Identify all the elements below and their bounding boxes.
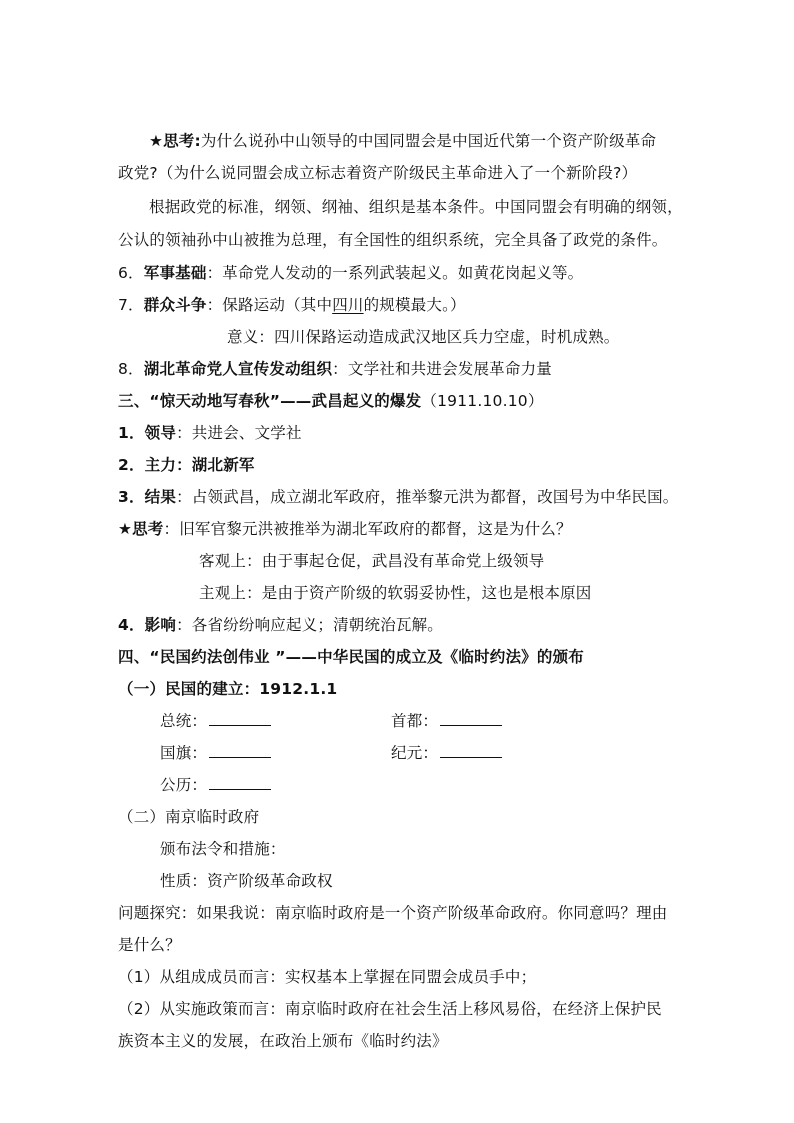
era-field: 纪元： xyxy=(391,743,502,763)
section-4-heading: 四、“民国约法创伟业 ”——中华民国的成立及《临时约法》的颁布 xyxy=(118,648,584,666)
calendar-field: 公历： xyxy=(160,775,271,795)
s4-part-1-heading: （一）民国的建立：1912.1.1 xyxy=(118,680,338,698)
capital-blank xyxy=(440,711,502,726)
item-7-meaning: 意义：四川保路运动造成武汉地区兵力空虚，时机成熟。 xyxy=(227,328,620,346)
calendar-blank xyxy=(209,775,271,790)
item-6: 6．军事基础：革命党人发动的一系列武装起义。如黄花岗起义等。 xyxy=(118,264,584,282)
inquiry-point-2-line-1: （2）从实施政策而言：南京临时政府在社会生活上移风易俗，在经济上保护民 xyxy=(118,1000,662,1018)
president-blank xyxy=(209,711,271,726)
section-3-heading: 三、“惊天动地写春秋”——武昌起义的爆发（1911.10.10） xyxy=(118,392,544,410)
s3-objective: 客观上：由于事起仓促，武昌没有革命党上级领导 xyxy=(199,552,545,570)
s3-item-2: 2．主力：湖北新军 xyxy=(118,456,255,474)
inquiry-line-1: 问题探究：如果我说：南京临时政府是一个资产阶级革命政府。你同意吗？理由 xyxy=(118,904,668,922)
flag-field: 国旗： xyxy=(160,743,271,763)
think-answer-line-2: 公认的领袖孙中山被推为总理，有全国性的组织系统，完全具备了政党的条件。 xyxy=(118,231,668,249)
think-answer-line-1: 根据政党的标准，纲领、纲袖、组织是基本条件。中国同盟会有明确的纲领， xyxy=(149,198,683,216)
s3-think: ★思考：旧军官黎元洪被推举为湖北军政府的都督，这是为什么？ xyxy=(118,520,572,538)
think-question-line-1: ★思考:为什么说孙中山领导的中国同盟会是中国近代第一个资产阶级革命 xyxy=(149,132,657,150)
s4-part-2-heading: （二）南京临时政府 xyxy=(118,808,260,826)
s4-nature: 性质：资产阶级革命政权 xyxy=(160,872,333,890)
s4-decrees: 颁布法令和措施： xyxy=(160,840,286,858)
president-field: 总统： xyxy=(160,711,271,731)
era-blank xyxy=(440,743,502,758)
inquiry-line-2: 是什么？ xyxy=(118,936,181,954)
s3-item-3: 3．结果：占领武昌，成立湖北军政府，推举黎元洪为都督，改国号为中华民国。 xyxy=(118,488,679,506)
inquiry-point-2-line-2: 族资本主义的发展，在政治上颁布《临时约法》 xyxy=(118,1032,448,1050)
think-label: ★思考: xyxy=(149,132,201,150)
s3-item-4: 4．影响：各省纷纷响应起义；清朝统治瓦解。 xyxy=(118,616,443,634)
s3-item-1: 1．领导：共进会、文学社 xyxy=(118,424,302,442)
think-question-line-2: 政党?（为什么说同盟会成立标志着资产阶级民主革命进入了一个新阶段?） xyxy=(118,164,638,182)
underlined-region: 四川 xyxy=(332,296,364,314)
item-7: 7．群众斗争：保路运动（其中四川的规模最大。） xyxy=(118,296,466,314)
s3-subjective: 主观上：是由于资产阶级的软弱妥协性，这也是根本原因 xyxy=(199,584,592,602)
inquiry-point-1: （1）从组成成员而言：实权基本上掌握在同盟会成员手中； xyxy=(118,968,537,986)
flag-blank xyxy=(209,743,271,758)
capital-field: 首都： xyxy=(391,711,502,731)
item-8: 8．湖北革命党人宣传发动组织：文学社和共进会发展革命力量 xyxy=(118,360,552,378)
